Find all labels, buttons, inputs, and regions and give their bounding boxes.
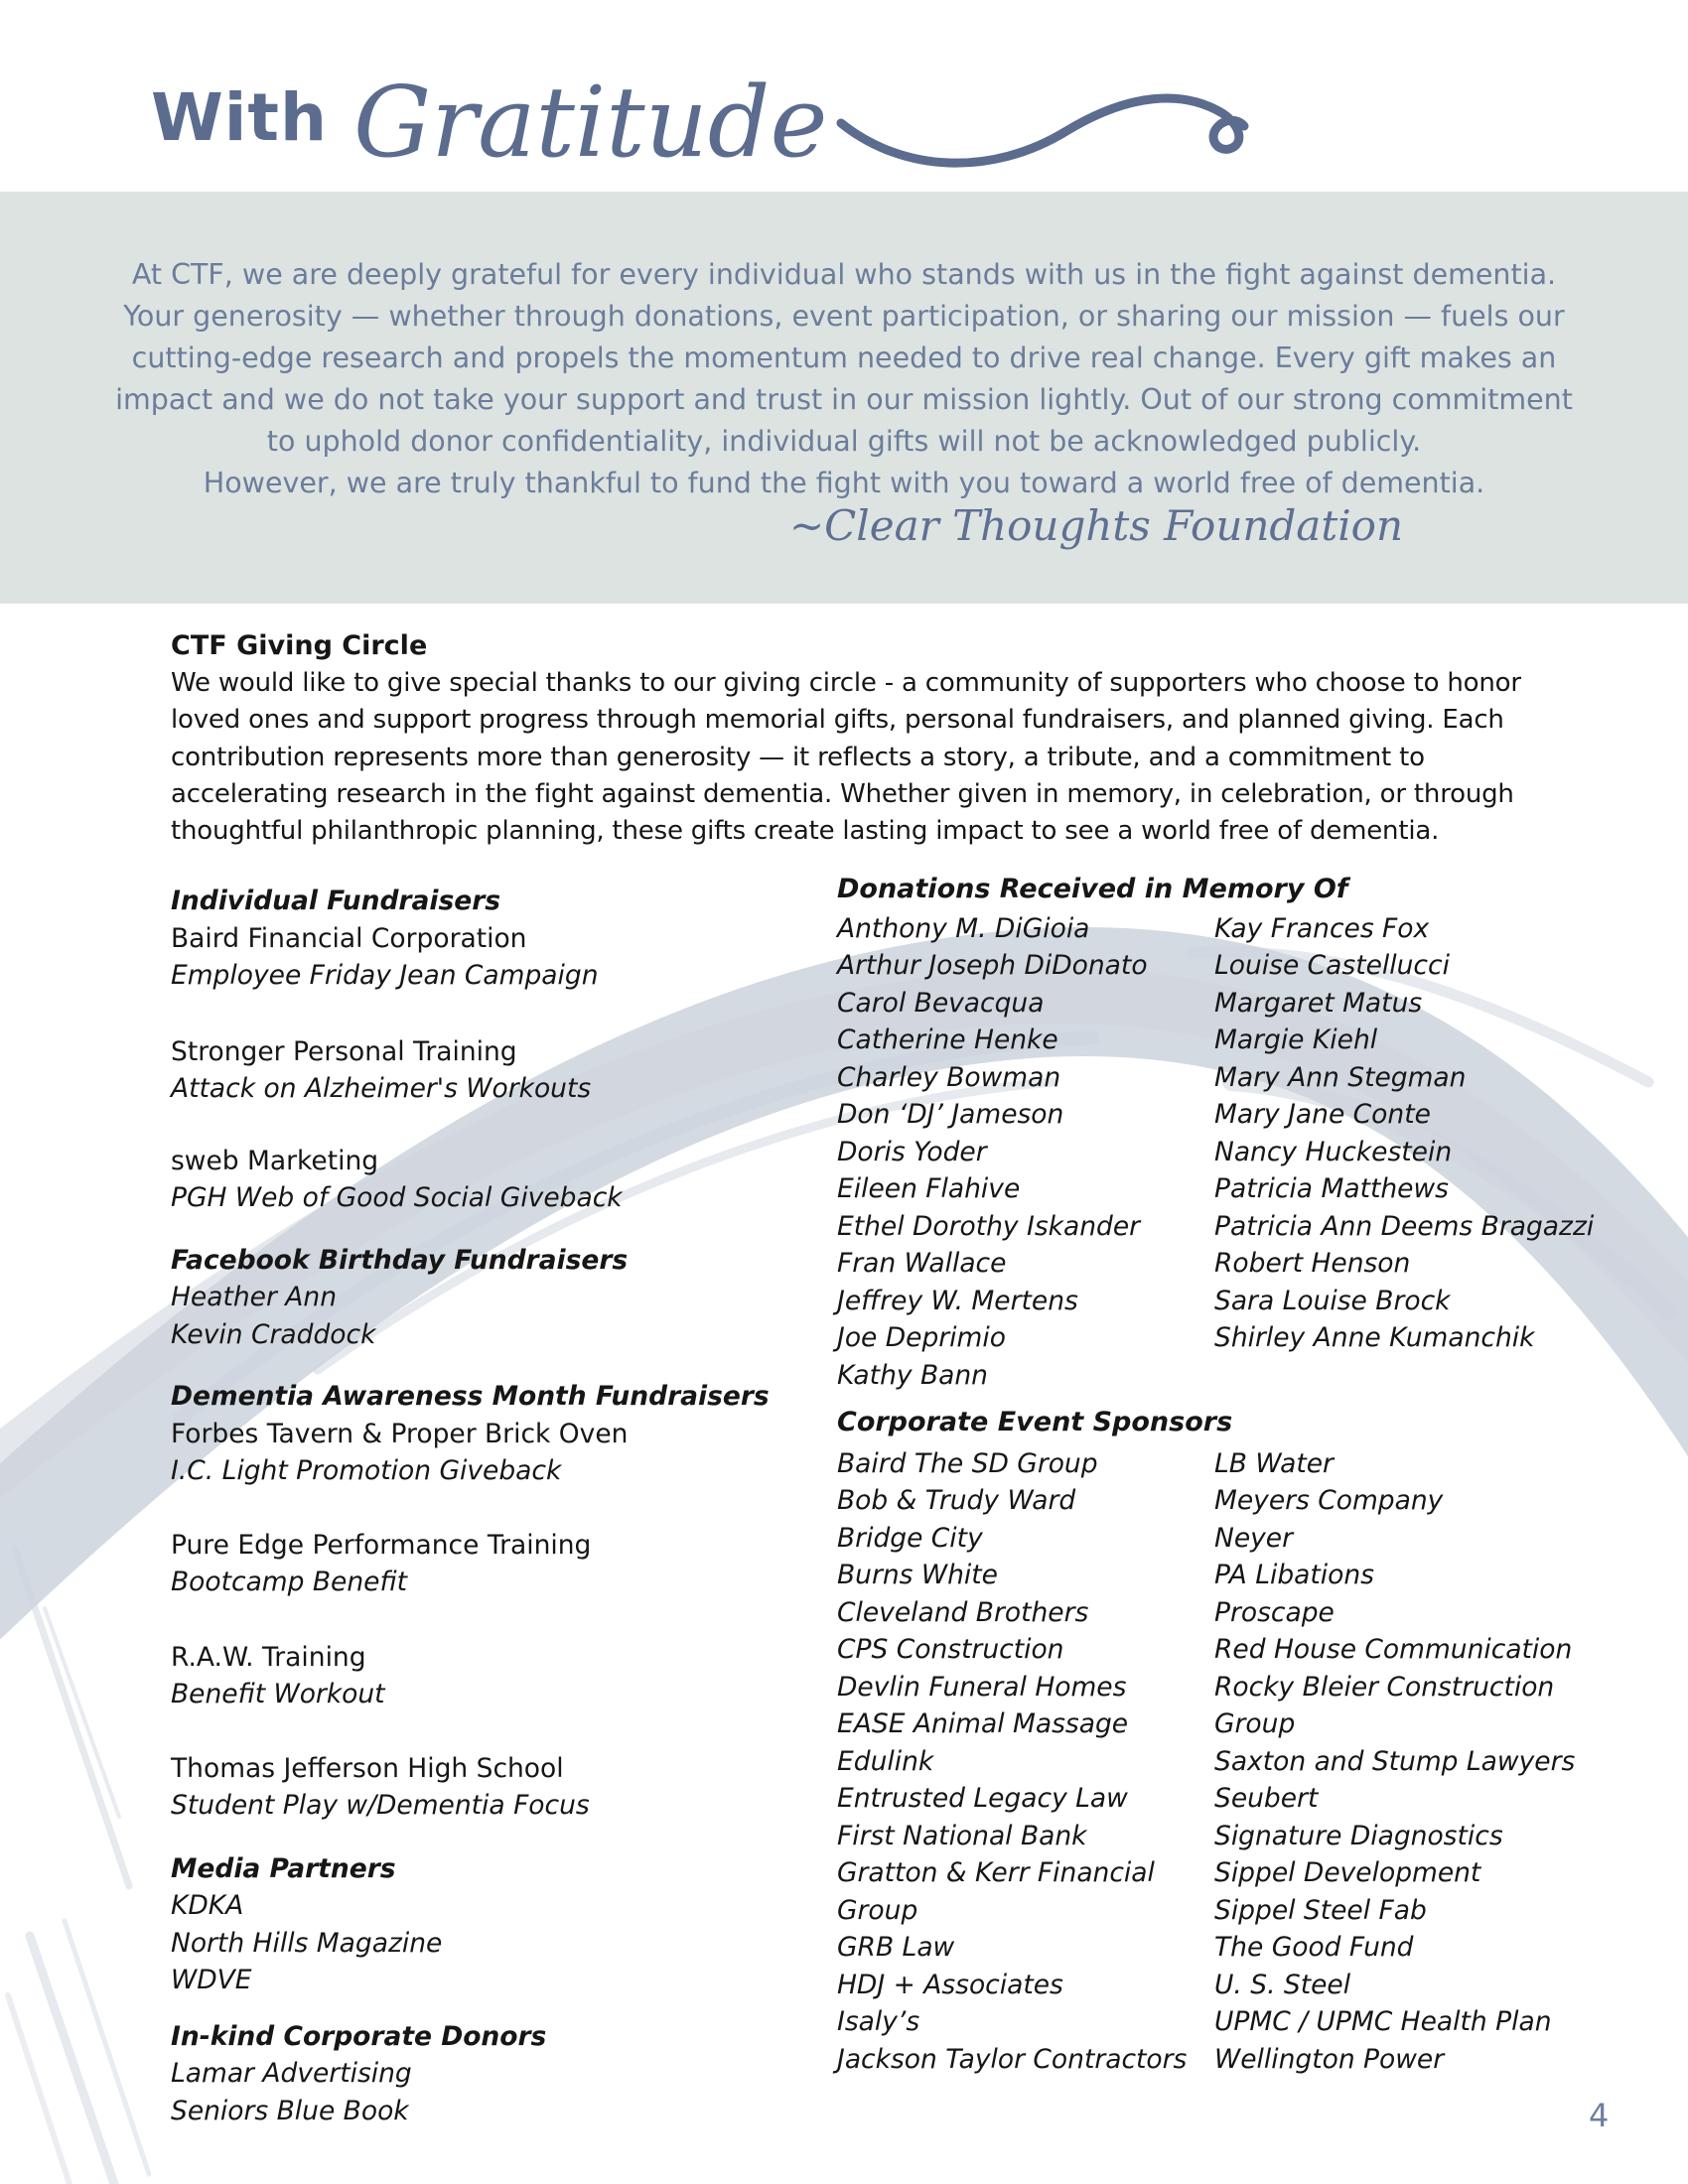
fundraiser-entry: Bootcamp Benefit	[171, 1567, 407, 1597]
sponsor-name: Baird The SD Group	[837, 1447, 1098, 1479]
memorial-name: Patricia Matthews	[1214, 1173, 1449, 1204]
sponsor-name: Wellington Power	[1214, 2043, 1445, 2075]
memorial-name: Kay Frances Fox	[1214, 912, 1430, 944]
fundraiser-block	[171, 1143, 770, 1217]
title-with-text: With	[151, 78, 328, 156]
memorial-name: Margaret Matus	[1214, 987, 1423, 1019]
memorial-name: Shirley Anne Kumanchik	[1214, 1322, 1535, 1353]
sponsor-name: LB Water	[1214, 1447, 1334, 1479]
fundraiser-category-heading: Facebook Birthday Fundraisers	[171, 1244, 629, 1276]
title-gratitude-script: Gratitude	[352, 67, 828, 180]
memorials-column-1	[837, 910, 1214, 1395]
sponsor-name: The Good Fund	[1214, 1932, 1414, 1963]
gratitude-line: However, we are truly thankful to fund the fight with you toward a world free of dementia.	[203, 467, 1485, 499]
sponsors-column-1	[837, 1445, 1214, 2079]
giving-circle-paragraph	[171, 665, 1521, 850]
giving-circle-heading: CTF Giving Circle	[171, 630, 428, 661]
memorial-name: Ethel Dorothy Iskander	[837, 1210, 1141, 1242]
memorial-name: Margie Kiehl	[1214, 1024, 1378, 1055]
sponsor-name: PA Libations	[1214, 1560, 1374, 1590]
memorial-name: Don ‘DJ’ Jameson	[837, 1099, 1064, 1130]
sponsors-heading: Corporate Event Sponsors	[837, 1407, 1233, 1437]
memorial-name: Fran Wallace	[837, 1248, 1007, 1279]
sponsor-name: Saxton and Stump Lawyers	[1214, 1745, 1576, 1777]
fundraiser-entry: sweb Marketing	[171, 1145, 379, 1176]
sponsor-name: Meyers Company	[1214, 1485, 1444, 1516]
sponsors-column-2	[1214, 1445, 1592, 2079]
sponsor-name: Signature Diagnostics	[1214, 1820, 1503, 1851]
sponsor-name: First National Bank	[837, 1820, 1087, 1851]
fundraiser-entry: PGH Web of Good Social Giveback	[171, 1182, 623, 1213]
sponsor-name: Neyer	[1214, 1522, 1294, 1554]
fundraiser-entry: Seniors Blue Book	[171, 2095, 409, 2126]
gratitude-line: impact and we do not take your support and trust in our mission lightly. Out of our strong commitment	[115, 383, 1573, 416]
sponsor-name: Gratton & Kerr Financial	[837, 1857, 1155, 1888]
sponsor-name: Group	[1214, 1708, 1296, 1739]
fundraiser-entry: R.A.W. Training	[171, 1641, 366, 1673]
fundraiser-entry: Pure Edge Performance Training	[171, 1529, 592, 1561]
sponsor-name: Entrusted Legacy Law	[837, 1783, 1128, 1814]
sponsor-name: UPMC / UPMC Health Plan	[1214, 2006, 1552, 2037]
giving-circle-section	[171, 627, 1521, 850]
sponsor-name: Rocky Bleier Construction	[1214, 1671, 1555, 1703]
memorial-name: Jeffrey W. Mertens	[837, 1285, 1078, 1316]
fundraiser-block	[171, 1639, 770, 1713]
gratitude-line: Your generosity — whether through donations, event participation, or sharing our mission — fuels our	[123, 300, 1565, 333]
sponsor-name: Red House Communication	[1214, 1634, 1573, 1665]
memorial-name: Anthony M. DiGioia	[837, 912, 1090, 944]
memorial-name: Patricia Ann Deems Bragazzi	[1214, 1210, 1595, 1242]
fundraiser-entry: I.C. Light Promotion Giveback	[171, 1455, 562, 1486]
sponsor-name: Devlin Funeral Homes	[837, 1671, 1127, 1703]
fundraiser-entry: Baird Financial Corporation	[171, 922, 527, 954]
sponsor-name: HDJ + Associates	[837, 1969, 1063, 2000]
giving-circle-line: We would like to give special thanks to our giving circle - a community of supporters who choose to honor	[171, 668, 1521, 698]
giving-circle-line: loved ones and support progress through memorial gifts, personal fundraisers, and planned giving. Each	[171, 705, 1504, 736]
title-swoosh-flourish	[833, 71, 1260, 191]
fundraiser-entry: Forbes Tavern & Proper Brick Oven	[171, 1418, 629, 1449]
sponsor-name: CPS Construction	[837, 1634, 1064, 1665]
memorial-name: Joe Deprimio	[837, 1322, 1006, 1353]
memorial-name: Sara Louise Brock	[1214, 1285, 1451, 1316]
fundraiser-block	[171, 1850, 770, 1999]
sponsor-name: Sippel Development	[1214, 1857, 1481, 1888]
memorial-name: Carol Bevacqua	[837, 987, 1045, 1019]
memorial-name: Charley Bowman	[837, 1061, 1061, 1093]
memorials-lists	[837, 910, 1651, 1395]
sponsor-name: Group	[837, 1894, 918, 1926]
gratitude-line: At CTF, we are deeply grateful for every individual who stands with us in the fight against dementia.	[131, 258, 1557, 291]
fundraiser-entry: North Hills Magazine	[171, 1927, 443, 1959]
memorials-heading: Donations Received in Memory Of	[837, 874, 1348, 904]
fundraiser-category-heading: Individual Fundraisers	[171, 886, 501, 916]
fundraiser-entry: Thomas Jefferson High School	[171, 1752, 564, 1784]
memorial-name: Louise Castellucci	[1214, 950, 1450, 981]
fundraiser-category-heading: In-kind Corporate Donors	[171, 2020, 547, 2052]
fundraiser-block	[171, 2018, 770, 2130]
sponsor-name: Burns White	[837, 1560, 998, 1590]
sponsors-lists	[837, 1445, 1651, 2079]
memorial-name: Eileen Flahive	[837, 1173, 1021, 1204]
memorial-name: Robert Henson	[1214, 1248, 1411, 1279]
sponsor-name: U. S. Steel	[1214, 1969, 1351, 2000]
gratitude-paragraph	[89, 254, 1599, 504]
fundraiser-entry: Lamar Advertising	[171, 2058, 412, 2089]
memorial-name: Kathy Bann	[837, 1359, 988, 1391]
gratitude-line: cutting-edge research and propels the momentum needed to drive real change. Every gift makes an	[131, 341, 1557, 374]
fundraiser-block	[171, 1378, 770, 1490]
fundraiser-entry: Heather Ann	[171, 1282, 337, 1312]
fundraiser-category-heading: Media Partners	[171, 1852, 396, 1884]
memorials-column-2	[1214, 910, 1595, 1395]
sponsor-name: GRB Law	[837, 1932, 955, 1963]
foundation-signature: ~Clear Thoughts Foundation	[788, 501, 1403, 550]
sponsor-name: Sippel Steel Fab	[1214, 1894, 1427, 1926]
fundraiser-block	[171, 883, 770, 995]
memorials-and-sponsors-column	[837, 871, 1651, 2078]
memorial-name: Catherine Henke	[837, 1024, 1058, 1055]
memorial-name: Nancy Huckestein	[1214, 1136, 1453, 1167]
memorial-name: Arthur Joseph DiDonato	[837, 950, 1148, 981]
fundraiser-block	[171, 1242, 770, 1354]
sponsor-name: Bridge City	[837, 1522, 983, 1554]
fundraiser-block	[171, 1527, 770, 1601]
memorial-name: Mary Ann Stegman	[1214, 1061, 1467, 1093]
memorial-name: Doris Yoder	[837, 1136, 987, 1167]
sponsor-name: Isaly’s	[837, 2006, 920, 2037]
sponsor-name: Proscape	[1214, 1596, 1335, 1628]
fundraiser-category-heading: Dementia Awareness Month Fundraisers	[171, 1381, 770, 1412]
fundraiser-entry: Benefit Workout	[171, 1679, 385, 1709]
fundraiser-entry: Student Play w/Dementia Focus	[171, 1790, 590, 1821]
fundraisers-column	[171, 883, 770, 2159]
fundraiser-block	[171, 1750, 770, 1825]
sponsor-name: Cleveland Brothers	[837, 1596, 1089, 1628]
page-title	[151, 58, 1260, 180]
fundraiser-entry: Kevin Craddock	[171, 1318, 376, 1350]
gratitude-line: to uphold donor confidentiality, individual gifts will not be acknowledged publicly.	[266, 425, 1422, 458]
fundraiser-block	[171, 1033, 770, 1108]
sponsor-name: Bob & Trudy Ward	[837, 1485, 1076, 1516]
fundraiser-entry: WDVE	[171, 1965, 252, 1995]
fundraiser-entry: Stronger Personal Training	[171, 1035, 517, 1067]
giving-circle-line: accelerating research in the fight against dementia. Whether given in memory, in celebration, or through	[171, 778, 1514, 809]
giving-circle-line: thoughtful philanthropic planning, these gifts create lasting impact to see a world free of dementia.	[171, 816, 1440, 847]
fundraiser-entry: KDKA	[171, 1890, 244, 1921]
fundraiser-entry: Employee Friday Jean Campaign	[171, 960, 599, 991]
page-number: 4	[1589, 2097, 1610, 2134]
gratitude-banner	[0, 192, 1688, 604]
sponsor-name: EASE Animal Massage	[837, 1708, 1129, 1739]
sponsor-name: Edulink	[837, 1745, 934, 1777]
fundraiser-entry: Attack on Alzheimer's Workouts	[171, 1073, 592, 1104]
giving-circle-line: contribution represents more than generosity — it reflects a story, a tribute, and a commitment to	[171, 742, 1425, 772]
sponsor-name: Seubert	[1214, 1783, 1319, 1814]
memorial-name: Mary Jane Conte	[1214, 1099, 1431, 1130]
sponsor-name: Jackson Taylor Contractors	[837, 2043, 1188, 2075]
